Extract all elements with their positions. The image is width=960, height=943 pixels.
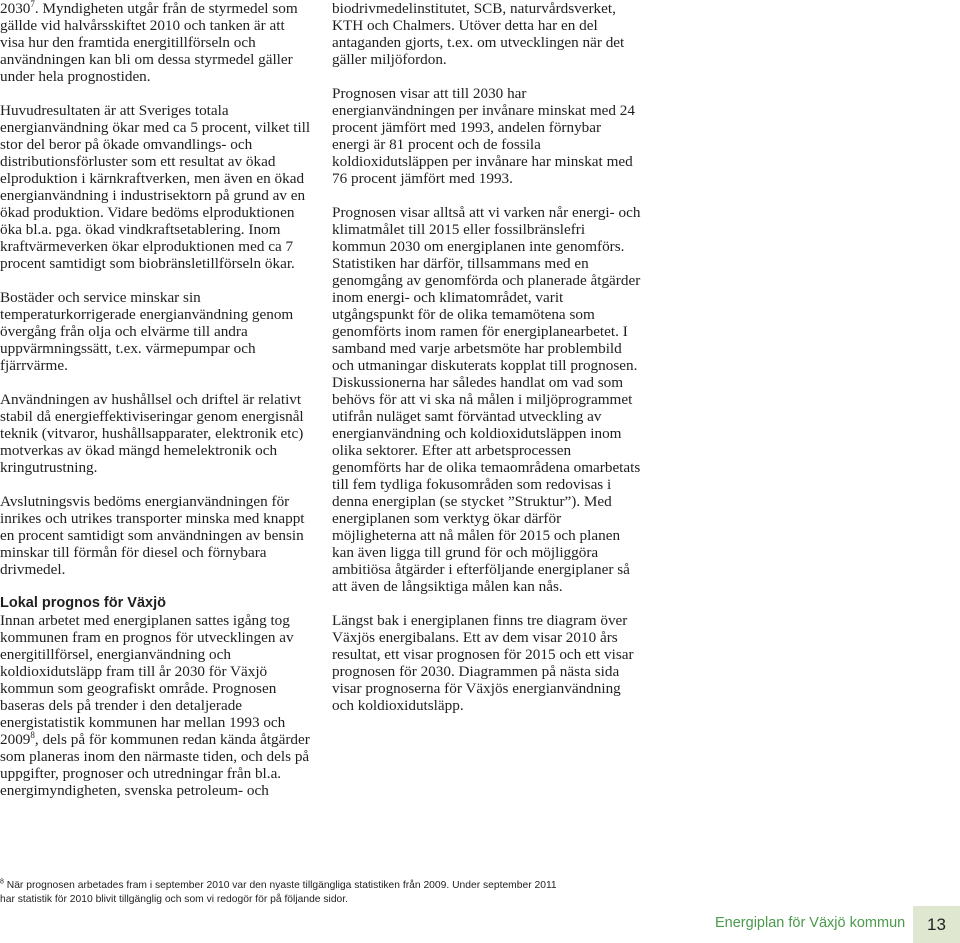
paragraph: Huvudresultaten är att Sveriges totala energianvändning ökar med ca 5 procent, vilket till stor del beror på ökade omvandlings- och distributionsförluster som ett resultat av ökad elproduktion i kärnkraftverken, men även en ökad energianvändning i industrisektorn på grund av en ökad produktion. Vidare bedöms elproduktionen öka bl.a. pga. ökad vindkraftsetablering. Inom kraftvärmeverken ökar elproduktionen med ca 7 procent samtidigt som biobränsletillförseln ökar. [0, 102, 311, 272]
section-heading: Lokal prognos för Växjö [0, 595, 166, 611]
paragraph: Längst bak i energiplanen finns tre diagram över Växjös energibalans. Ett av dem visar 2010 års resultat, ett visar prognosen för 2015 och ett visar prognosen för 2030. Diagrammen på nästa sida visar prognoserna för Växjös energianvändning och koldioxidutsläpp. [332, 612, 634, 714]
paragraph-text: Innan arbetet med energiplanen sattes igång tog kommunen fram en prognos för utvecklingen av energitillförsel, energianvändning och koldioxidutsläpp fram till år 2030 för Växjö kommun som geografiskt område. Prognosen baseras dels på trender i den detaljerade energistatistik kommunen har mellan 1993 och 2009 [0, 612, 294, 748]
paragraph-text: , dels på för kommunen redan kända åtgärder som planeras inom den närmaste tiden, och dels på uppgifter, prognoser och utredningar från bl.a. energimyndigheten, svenska petroleum- och [0, 731, 310, 799]
footnote-marker: 8 [0, 878, 4, 886]
footnote-ref: 7 [30, 0, 35, 9]
paragraph-text: . Myndigheten utgår från de styrmedel som gällde vid halvårsskiftet 2010 och tanken är att visa hur den framtida energitillförseln och användningen kan bli om dessa styrmedel gäller under hela prognostiden. [0, 0, 298, 85]
paragraph [0, 0, 312, 85]
paragraph: Prognosen visar alltså att vi varken når energi- och klimatmålet till 2015 eller fossilbränslefri kommun 2030 om energiplanen inte genomförs. Statistiken har därför, tillsammans med en genomgång av genomförda och planerade åtgärder inom energi- och klimatområdet, varit utgångspunkt för de olika temamötena som genomförts inom ramen för energiplanearbetet. I samband med varje arbetsmöte har problembild och utmaningar diskuterats kopplat till prognosen. Diskussionerna har således handlat om vad som behövs för att vi ska nå målen i miljöprogrammet utifrån nuläget samt förväntad utveckling av energianvändning och koldioxidutsläppen inom olika sektorer. Efter att arbetsprocessen genomförts har de olika temaområdena omarbetats till fem tydliga fokusområden som redovisas i denna energiplan (se stycket ”Struktur”). Med energiplanen som verktyg ökar därför möjligheterna att nå målen för 2015 och planen kan även ligga till grund för och möjliggöra ambitiösa åtgärder i efterföljande energiplaner så att även de långsiktiga målen kan nås. [332, 204, 641, 595]
paragraph: Bostäder och service minskar sin temperaturkorrigerade energianvändning genom övergång från olja och elvärme till andra uppvärmningssätt, t.ex. värmepumpar och fjärrvärme. [0, 289, 294, 374]
paragraph: biodrivmedelinstitutet, SCB, naturvårdsverket, KTH och Chalmers. Utöver detta har en del antaganden gjorts, t.ex. om utvecklingen när det gäller miljöfordon. [332, 0, 625, 68]
left-column [0, 0, 312, 799]
page-number-box [913, 906, 960, 943]
paragraph [0, 612, 312, 799]
paragraph-text: 2030 [0, 0, 31, 17]
paragraph: Användningen av hushållsel och driftel är relativt stabil då energieffektiviseringar genom energisnål teknik (vitvaror, hushållsapparater, elektronik etc) motverkas av ökad mängd hemelektronik och kringutrustning. [0, 391, 304, 476]
footer-title: Energiplan för Växjö kommun [715, 915, 906, 931]
paragraph: Avslutningsvis bedöms energianvändningen för inrikes och utrikes transporter minska med knappt en procent samtidigt som användningen av bensin minskar till förmån för diesel och förnybara drivmedel. [0, 493, 305, 578]
footnote-ref: 8 [30, 729, 35, 740]
right-column [332, 0, 642, 714]
footnote [0, 879, 560, 907]
footnote-text: När prognosen arbetades fram i september 2010 var den nyaste tillgängliga statistiken från 2009. Under september 2011 har statistik för 2010 blivit tillgänglig och som vi redogör för på följande sidor. [0, 880, 557, 905]
paragraph: Prognosen visar att till 2030 har energianvändningen per invånare minskat med 24 procent jämfört med 1993, andelen förnybar energi är 81 procent och de fossila koldioxidutsläppen per invånare har minskat med 76 procent jämfört med 1993. [332, 85, 635, 187]
page-number: 13 [927, 914, 946, 934]
